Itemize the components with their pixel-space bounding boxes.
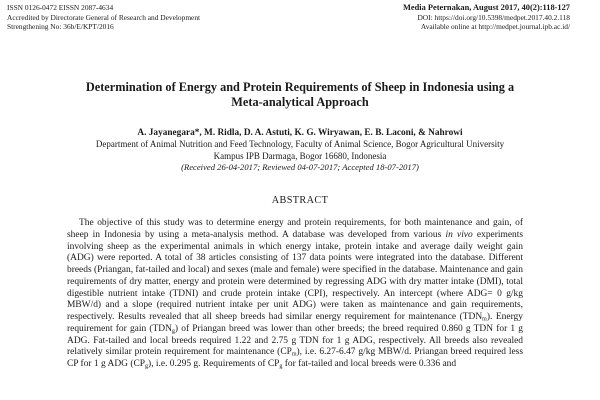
affiliation-line-2: Kampus IPB Darmaga, Bogor 16680, Indonesia	[213, 150, 387, 161]
abstract-body	[67, 218, 523, 371]
abstract-in-vivo: in vivo	[445, 229, 473, 240]
accreditation-text: Accredited by Directorate General of Research and Development	[7, 12, 201, 22]
abstract-text-1: The objective of this study was to determine energy and protein requirements, for both maintenance and gain, of sheep in Indonesia by using a meta-analysis method. A database was developed from various	[67, 218, 523, 240]
abstract-text-4: ) of Priangan breed was lower than other breeds; the breed required 0.860 g TDN for 1 g ADG. Fat-tailed and local breeds required 1.22 and 2.75 g TDN for 1 g ADG, respectively. All breeds also revealed relatively similar protein requirement for maintenance (CP	[67, 323, 523, 358]
journal-citation: Media Peternakan, August 2017, 40(2):118-127	[402, 3, 570, 12]
abstract-text-7: for fat-tailed and local breeds were 0.336 and	[282, 359, 457, 369]
doi-text[interactable]: DOI: https://doi.org/10.5398/medpet.2017.40.2.118	[417, 12, 570, 22]
abstract-heading: ABSTRACT	[271, 195, 329, 206]
subscript-g-2: g	[145, 363, 149, 370]
header-right	[403, 3, 570, 32]
subscript-m-1: m	[482, 316, 487, 323]
abstract-text-2: experiments involving sheep as the experimental animals in which energy intake, protein intake and average daily weight gain (ADG) were reported. A total of 38 articles consisting of 137 data points were integrated into the database. Different breeds (Priangan, fat-tailed and local) and sexes (male and female) were specified in the database. Maintenance and gain requirements of dry matter, energy and protein were determined by regressing ADG with dry matter intake (DMI), total digestible nutrient intake (TDNI) and crude protein intake (CPI), respectively. An intercept (where ADG= 0 g/kg MBW/d) and a slope (required nutrient intake per unit ADG) were taken as maintenance and gain requirements, respectively. Results revealed that all sheep breeds had similar energy requirement for maintenance (TDN	[67, 229, 524, 322]
paper-title	[30, 80, 570, 110]
authors: A. Jayanegara*, M. Ridla, D. A. Astuti, K. G. Wiryawan, E. B. Laconi, & Nahrowi	[137, 128, 463, 138]
subscript-g-1: g	[171, 328, 175, 335]
header-left	[7, 3, 200, 32]
title-line-1: Determination of Energy and Protein Requirements of Sheep in Indonesia using a	[85, 80, 515, 94]
abstract-text-3: ). Energy requirement for gain (TDN	[67, 312, 523, 334]
abstract-text-5: ), i.e. 6.27-6.47 g/kg MBW/d. Priangan breed required less CP for 1 g ADG (CP	[67, 347, 523, 369]
strengthening-text: Strengthening No: 36b/E/KPT/2016	[7, 22, 114, 32]
affiliation-line-1: Department of Animal Nutrition and Feed Technology, Faculty of Animal Science, Bogor Agricultural University	[95, 139, 505, 150]
issn-text: ISSN 0126-0472 EISSN 2087-4634	[7, 3, 114, 12]
author-block	[30, 128, 570, 174]
available-online-text[interactable]: Available online at http://medpet.journal.ipb.ac.id/	[420, 22, 570, 32]
subscript-g-3: g	[279, 363, 283, 370]
subscript-m-2: m	[291, 351, 297, 358]
abstract-text-6: ), i.e. 0.295 g. Requirements of CP	[148, 359, 280, 369]
review-dates: (Received 26-04-2017; Reviewed 04-07-2017; Accepted 18-07-2017)	[181, 162, 419, 173]
title-line-2: Meta-analytical Approach	[231, 95, 369, 109]
